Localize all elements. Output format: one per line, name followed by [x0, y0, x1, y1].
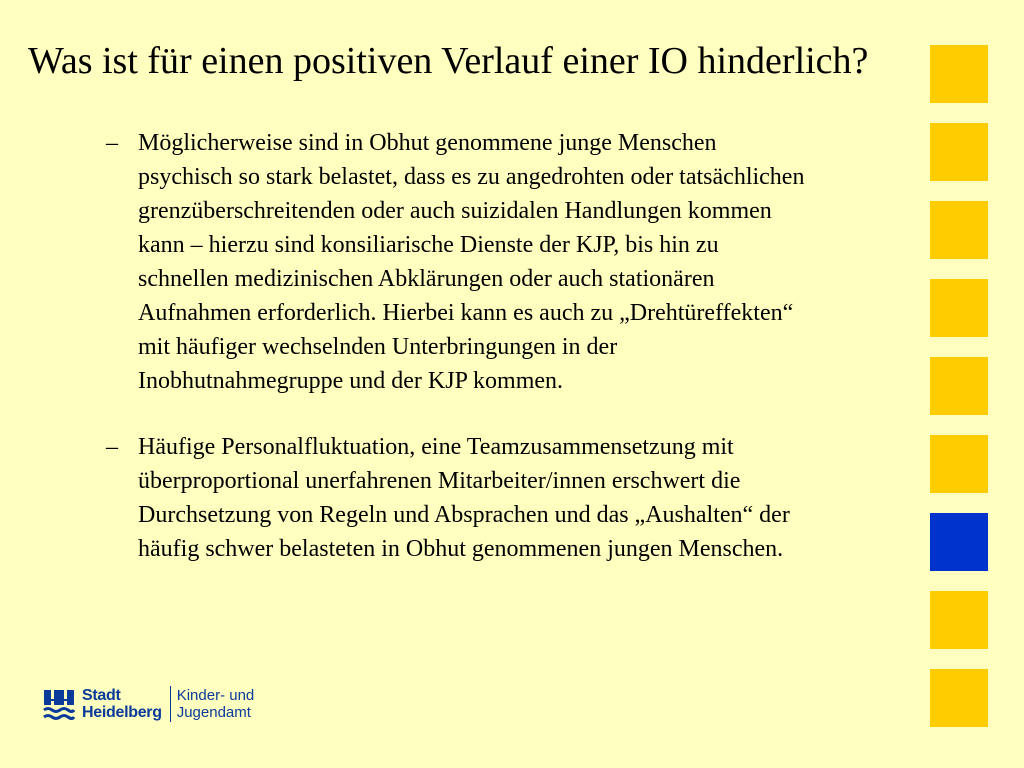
decorative-square-column: [930, 45, 988, 747]
decorative-square: [930, 435, 988, 493]
bullet-item: [106, 126, 936, 398]
logo-city-line: Stadt: [82, 687, 121, 704]
bullet-line: kann – hierzu sind konsiliarische Dienste der KJP, bis hin zu: [138, 232, 719, 258]
stadt-heidelberg-logo: [42, 686, 254, 722]
bullet-line: überproportional unerfahrenen Mitarbeiter/innen erschwert die: [138, 468, 741, 494]
decorative-square: [930, 513, 988, 571]
bullet-marker: –: [106, 130, 118, 156]
logo-city-line: Heidelberg: [82, 704, 162, 721]
bullet-line: häufig schwer belasteten in Obhut genommenen jungen Menschen.: [138, 536, 784, 562]
slide-title: Was ist für einen positiven Verlauf einer IO hinderlich?: [28, 40, 869, 82]
bullet-line: Aufnahmen erforderlich. Hierbei kann es auch zu „Drehtüreffekten“: [138, 300, 794, 326]
decorative-square: [930, 45, 988, 103]
bullet-line: Möglicherweise sind in Obhut genommene junge Menschen: [138, 130, 717, 156]
logo-dept-line: Jugendamt: [176, 704, 251, 721]
bullet-line: psychisch so stark belastet, dass es zu angedrohten oder tatsächlichen: [138, 164, 805, 190]
bullet-line: Häufige Personalfluktuation, eine Teamzusammensetzung mit: [138, 434, 734, 460]
bullet-marker: –: [106, 434, 118, 460]
decorative-square: [930, 357, 988, 415]
bullet-line: Durchsetzung von Regeln und Absprachen und das „Aushalten“ der: [138, 502, 790, 528]
bullet-text: [138, 126, 804, 398]
logo-department-name: [177, 687, 255, 721]
bullet-item: [106, 430, 936, 566]
heidelberg-bridge-logo-icon: [42, 686, 76, 722]
bullet-line: mit häufiger wechselnden Unterbringungen in der: [138, 334, 618, 360]
bullet-text: [138, 430, 790, 566]
decorative-square: [930, 591, 988, 649]
bullet-list: [106, 126, 936, 598]
decorative-square: [930, 279, 988, 337]
bullet-line: schnellen medizinischen Abklärungen oder auch stationären: [138, 266, 715, 292]
decorative-square: [930, 201, 988, 259]
logo-city-name: [82, 687, 162, 721]
bullet-line: grenzüberschreitenden oder auch suizidalen Handlungen kommen: [138, 198, 772, 224]
logo-dept-line: Kinder- und: [176, 687, 255, 704]
decorative-square: [930, 669, 988, 727]
logo-divider: [170, 686, 171, 722]
decorative-square: [930, 123, 988, 181]
bullet-line: Inobhutnahmegruppe und der KJP kommen.: [138, 368, 564, 394]
